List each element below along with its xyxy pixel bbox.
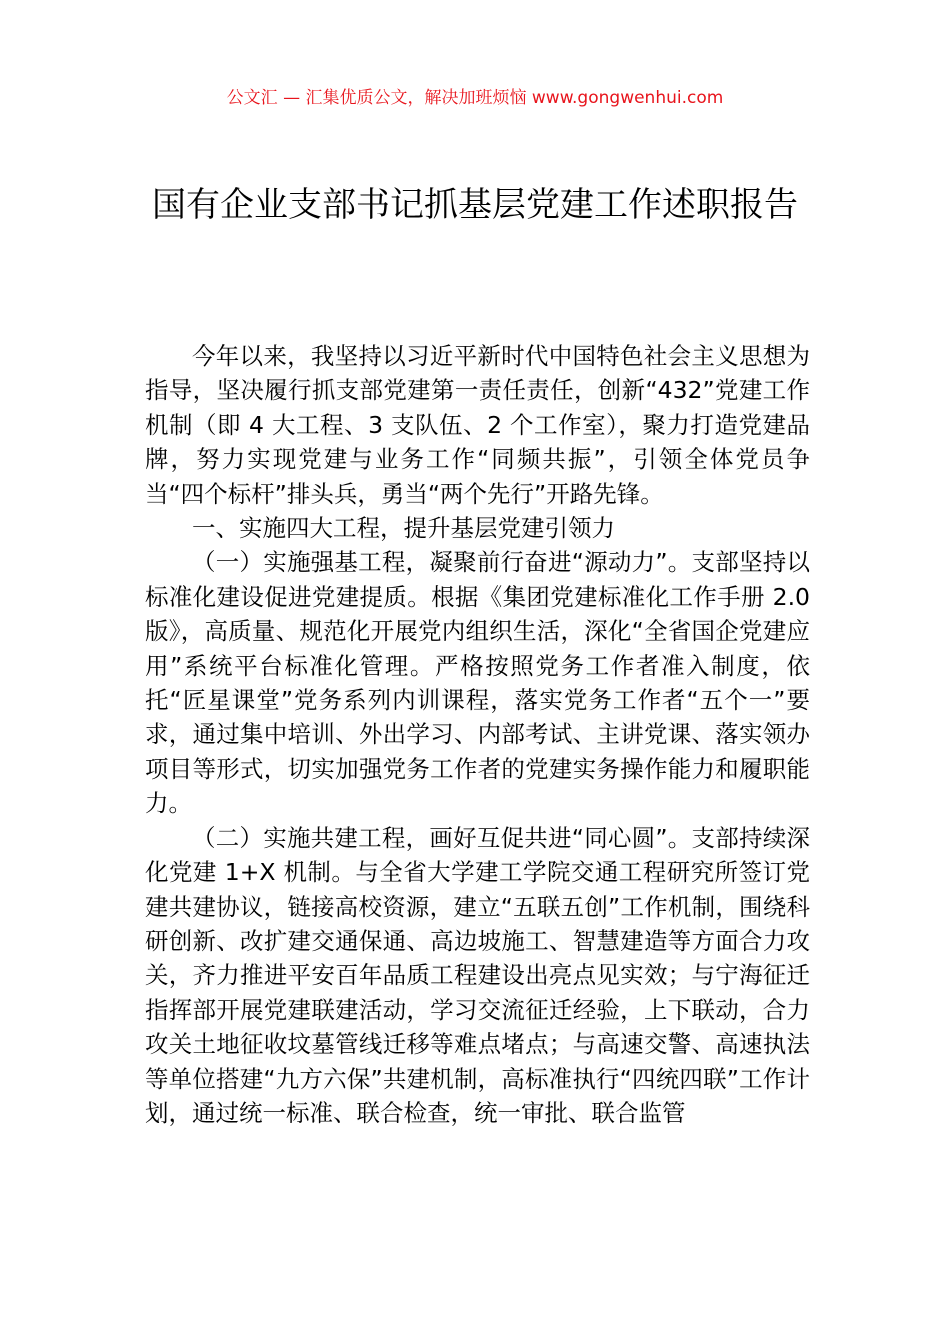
document-body	[145, 339, 810, 1130]
section-heading: 一、实施四大工程，提升基层党建引领力	[192, 514, 615, 543]
site-banner: 公文汇 — 汇集优质公文，解决加班烦恼 www.gongwenhui.com	[226, 88, 724, 108]
document-title: 国有企业支部书记抓基层党建工作述职报告	[152, 185, 798, 225]
paragraph-intro: 今年以来，我坚持以习近平新时代中国特色社会主义思想为指导，坚决履行抓支部党建第一责任责任，创新“432”党建工作机制（即 4 大工程、3 支队伍、2 个工作室），聚力打造党建品牌，努力实现党建与业务工作“同频共振”，引领全体党员争当“四个标杆”排头兵，勇当“两个先行”开路先锋。	[145, 342, 810, 508]
paragraph-co-construction: （二）实施共建工程，画好互促共进“同心圆”。支部持续深化党建 1+X 机制。与全省大学建工学院交通工程研究所签订党建共建协议，链接高校资源，建立“五联五创”工作机制，围绕科研创新、改扩建交通保通、高边坡施工、智慧建造等方面合力攻关，齐力推进平安百年品质工程建设出亮点见实效；与宁海征迁指挥部开展党建联建活动，学习交流征迁经验，上下联动，合力攻关土地征收坟墓管线迁移等难点堵点；与高速交警、高速执法等单位搭建“九方六保”共建机制，高标准执行“四统四联”工作计划，通过统一标准、联合检查，统一审批、联合监管	[145, 823, 810, 1127]
paragraph-strong-foundation: （一）实施强基工程，凝聚前行奋进“源动力”。支部坚持以标准化建设促进党建提质。根据《集团党建标准化工作手册 2.0 版》，高质量、规范化开展党内组织生活，深化“全省国企党建应用”系统平台标准化管理。严格按照党务工作者准入制度，依托“匠星课堂”党务系列内训课程，落实党务工作者“五个一”要求，通过集中培训、外出学习、内部考试、主讲党课、落实领办项目等形式，切实加强党务工作者的党建实务操作能力和履职能力。	[145, 548, 810, 818]
